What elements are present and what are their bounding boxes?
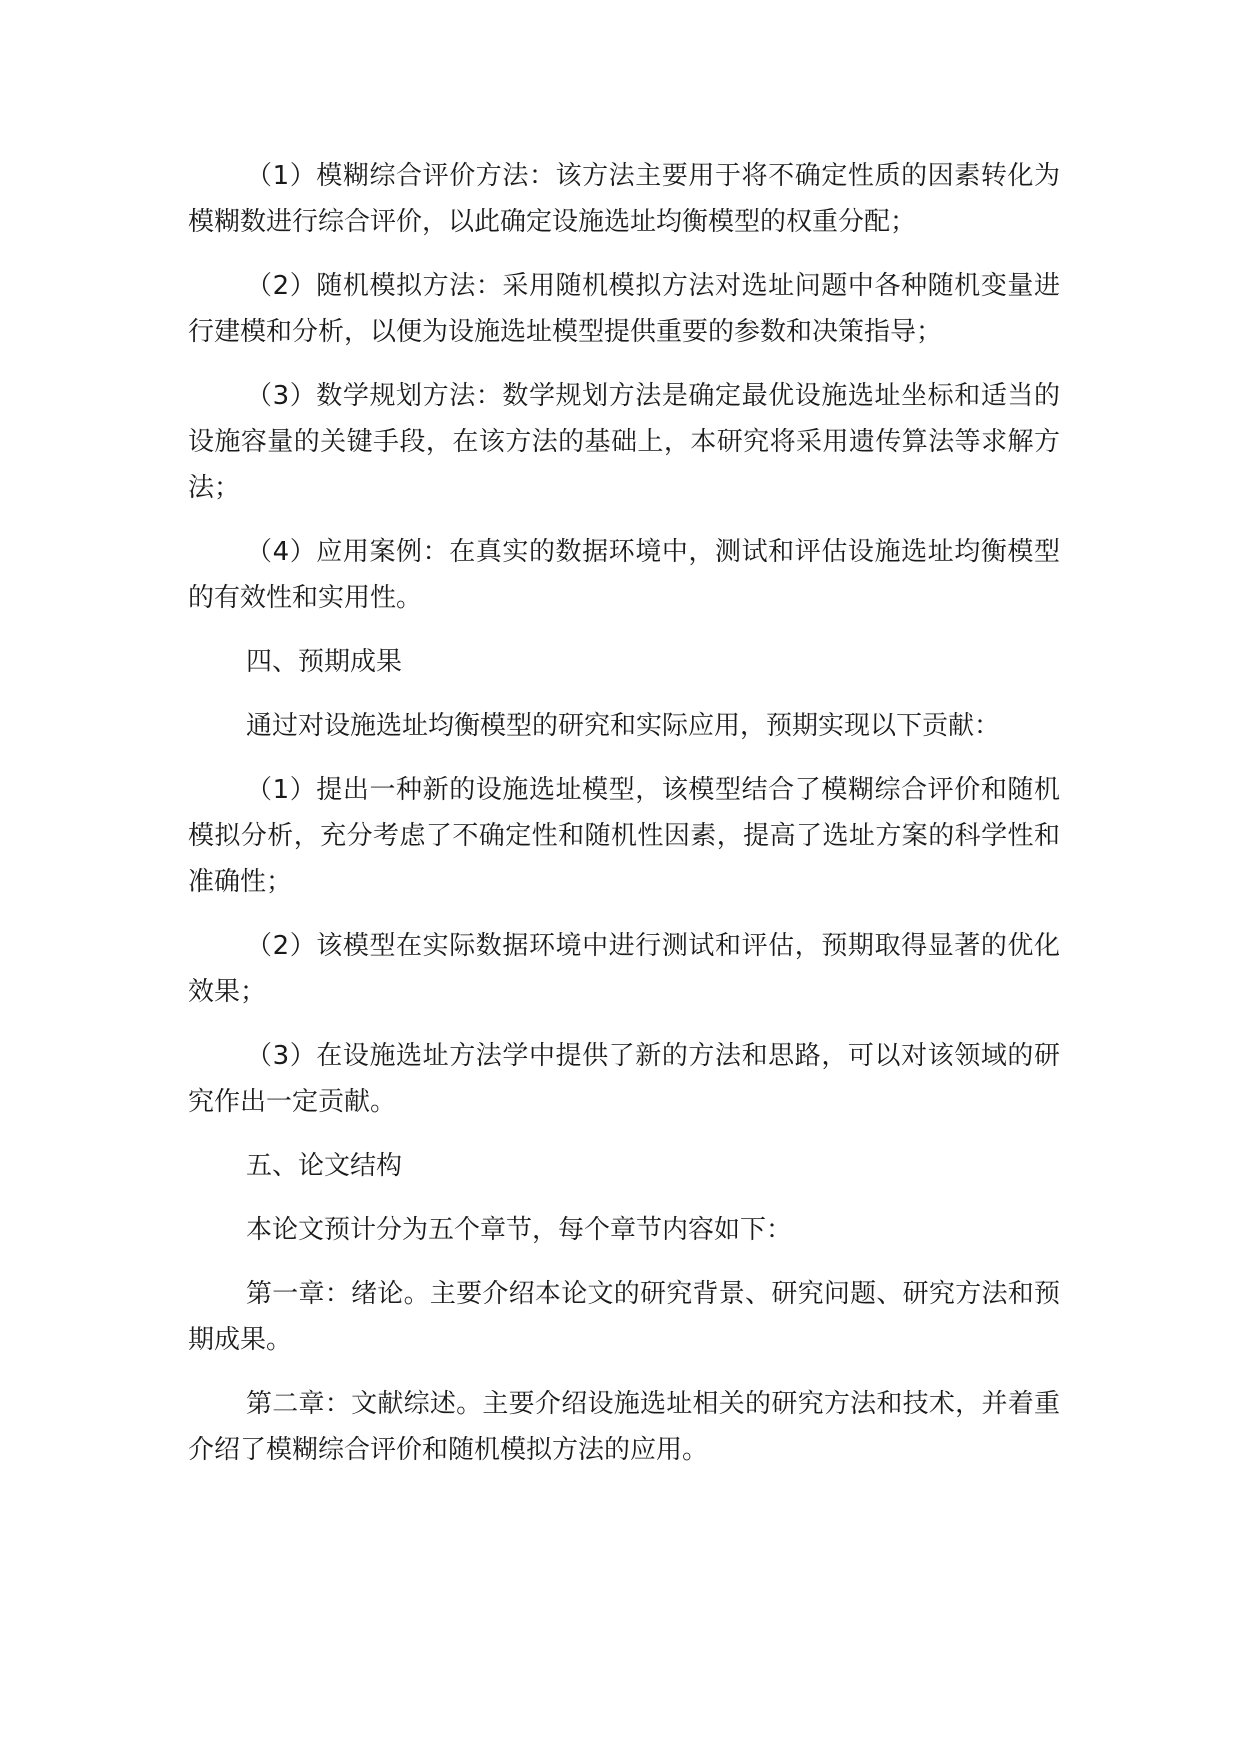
paragraph-expected-1: （1）提出一种新的设施选址模型，该模型结合了模糊综合评价和随机模拟分析，充分考虑了不确定性和随机性因素，提高了选址方案的科学性和准确性； xyxy=(188,775,1060,897)
paragraph-expected-2: （2）该模型在实际数据环境中进行测试和评估，预期取得显著的优化效果； xyxy=(188,931,1060,1007)
section-heading-expected-results: 四、预期成果 xyxy=(246,647,403,677)
paragraph-method-case: （4）应用案例：在真实的数据环境中，测试和评估设施选址均衡模型的有效性和实用性。 xyxy=(188,537,1060,613)
section-heading-thesis-structure: 五、论文结构 xyxy=(246,1151,403,1181)
paragraph-chapter-2: 第二章：文献综述。主要介绍设施选址相关的研究方法和技术，并着重介绍了模糊综合评价和随机模拟方法的应用。 xyxy=(188,1389,1060,1465)
paragraph-method-random: （2）随机模拟方法：采用随机模拟方法对选址问题中各种随机变量进行建模和分析，以便为设施选址模型提供重要的参数和决策指导； xyxy=(188,271,1060,347)
paragraph-expected-3: （3）在设施选址方法学中提供了新的方法和思路，可以对该领域的研究作出一定贡献。 xyxy=(188,1041,1060,1117)
paragraph-method-math: （3）数学规划方法：数学规划方法是确定最优设施选址坐标和适当的设施容量的关键手段，在该方法的基础上，本研究将采用遗传算法等求解方法； xyxy=(188,381,1060,503)
paragraph-expected-intro: 通过对设施选址均衡模型的研究和实际应用，预期实现以下贡献： xyxy=(246,711,1001,741)
paragraph-structure-intro: 本论文预计分为五个章节，每个章节内容如下： xyxy=(246,1215,793,1245)
paragraph-method-fuzzy: （1）模糊综合评价方法：该方法主要用于将不确定性质的因素转化为模糊数进行综合评价，以此确定设施选址均衡模型的权重分配； xyxy=(188,161,1060,237)
paragraph-chapter-1: 第一章：绪论。主要介绍本论文的研究背景、研究问题、研究方法和预期成果。 xyxy=(188,1279,1060,1355)
document-body xyxy=(188,153,1060,1491)
